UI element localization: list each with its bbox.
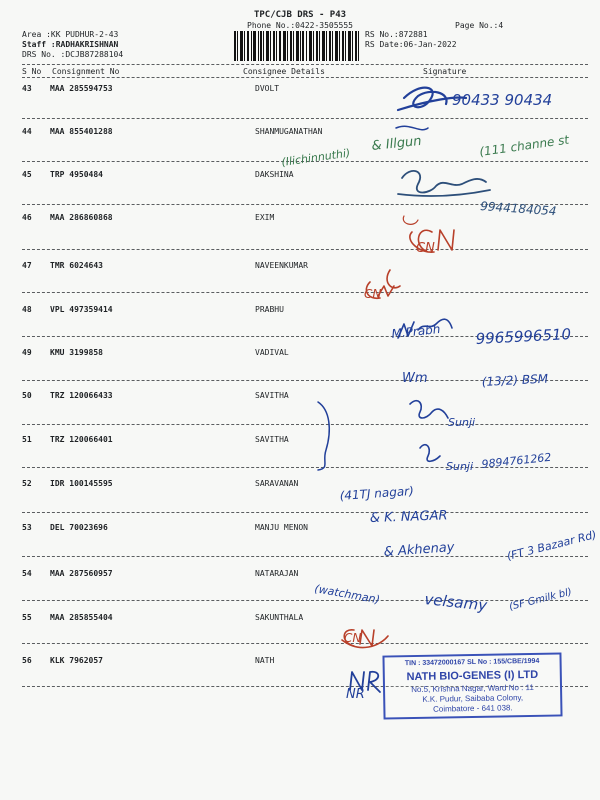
company-stamp [382,652,562,719]
handwritten-phone: 9944184054 [479,199,557,219]
row-consignee: NATARAJAN [255,569,299,578]
handwritten-note: (watchman) [313,582,381,607]
handwritten-nr: NR [346,687,365,702]
header-divider-bottom [22,77,588,78]
row-consignee: DVOLT [255,84,280,93]
row-consignee: DAKSHINA [255,170,294,179]
row-consignee: VADIVAL [255,348,289,357]
row-consignee: PRABHU [255,305,284,314]
page-number: Page No.:4 [455,21,504,30]
row-divider [22,249,588,250]
handwritten-name: & Akhenay [383,540,455,560]
handwritten-name: Sunji [448,416,476,429]
row-divider [22,467,588,468]
document-title: TPC/CJB DRS - P43 [253,10,347,20]
row-divider [22,643,588,644]
handwritten-name: Sunji [446,460,474,473]
handwritten-note: (SF Gmilk bl) [508,586,574,613]
handwritten-note: (FT 3 Bazaar Rd) [505,528,598,563]
row-divider [22,424,588,425]
row-divider [22,336,588,337]
row-sno: 56 [22,656,32,665]
column-header-consignment: Consignment No [52,67,120,76]
row-divider [22,512,588,513]
row-consignment: TRZ 120066401 [50,435,113,444]
row-divider [22,600,588,601]
stamp-tin: TIN : 33472000167 SL No : 155/CBE/1994 [404,657,540,668]
rs-number: RS No.:872881 [365,30,428,39]
row-divider [22,380,588,381]
row-consignment: TRZ 120066433 [50,391,113,400]
row-consignee: NAVEENKUMAR [255,261,308,270]
row-sno: 48 [22,305,32,314]
row-consignee: EXIM [255,213,275,222]
header-divider-top [22,64,588,65]
handwritten-cn: CN [344,631,362,645]
row-divider [22,161,588,162]
handwritten-name: velsamy [423,590,488,615]
row-consignment: MAA 285594753 [50,84,113,93]
column-header-sno: S No [22,67,42,76]
handwritten-note: (41TJ nagar) [339,483,415,503]
row-divider [22,292,588,293]
barcode-image [232,31,362,61]
handwritten-cn: CN [364,287,382,301]
row-consignment: MAA 287560957 [50,569,113,578]
rs-date: RS Date:06-Jan-2022 [365,40,457,49]
row-consignment: KMU 3199858 [50,348,103,357]
stamp-address-1: No.5, Krishna Nagar, Ward No : 11 [411,682,534,695]
row-sno: 54 [22,569,32,578]
row-divider [22,204,588,205]
row-consignee: SAVITHA [255,435,289,444]
row-consignee: SARAVANAN [255,479,299,488]
handwritten-phone: 9894761262 [480,450,552,471]
row-consignee: MANJU MENON [255,523,308,532]
row-sno: 52 [22,479,32,488]
row-sno: 55 [22,613,32,622]
row-consignee: SAVITHA [255,391,289,400]
row-consignment: VPL 497359414 [50,305,113,314]
row-consignment: TRP 4950484 [50,170,103,179]
handwritten-phone: 90433 90434 [452,91,553,109]
area-field: Area :KK PUDHUR-2-43 [22,30,119,39]
stamp-address-2: K.K. Pudur, Saibaba Colony, [422,693,524,704]
handwritten-cn: CN [416,241,435,256]
row-consignment: KLK 7962057 [50,656,103,665]
row-consignment: MAA 285855404 [50,613,113,622]
staff-field: Staff :RADHAKRISHNAN [22,40,119,49]
row-consignment: DEL 70023696 [50,523,108,532]
row-sno: 50 [22,391,32,400]
row-sno: 45 [22,170,32,179]
handwritten-name: M.Prabh [390,321,441,341]
row-consignee: SAKUNTHALA [255,613,304,622]
row-sno: 49 [22,348,32,357]
column-header-signature: Signature [423,67,467,76]
handwritten-name: Wm [402,371,428,386]
row-sno: 51 [22,435,32,444]
row-sno: 47 [22,261,32,270]
phone-number: Phone No.:0422-3505555 [247,21,353,30]
row-consignee: NATH [255,656,275,665]
handwritten-note: (13/2) BSM [481,371,549,389]
row-sno: 44 [22,127,32,136]
stamp-address-3: Coimbatore - 641 038. [433,703,513,714]
handwritten-note: & K. NAGAR [369,508,448,526]
drs-number: DRS No. :DCJB87288104 [22,50,124,59]
row-sno: 43 [22,84,32,93]
column-header-consignee: Consignee Details [243,67,325,76]
handwritten-phone: 9965996510 [475,325,572,348]
row-divider [22,556,588,557]
row-divider [22,118,588,119]
row-consignment: MAA 286860868 [50,213,113,222]
row-consignment: MAA 855401288 [50,127,113,136]
row-sno: 46 [22,213,32,222]
handwritten-note: (Ilichinnuthi) [280,146,352,169]
row-consignee: SHANMUGANATHAN [255,127,323,136]
handwritten-note: & Illgun [370,133,423,154]
row-consignment: IDR 100145595 [50,479,113,488]
row-consignment: TMR 6024643 [50,261,103,270]
row-sno: 53 [22,523,32,532]
stamp-company-name: NATH BIO-GENES (I) LTD [406,668,539,684]
handwritten-note: (111 channe st [478,132,570,159]
